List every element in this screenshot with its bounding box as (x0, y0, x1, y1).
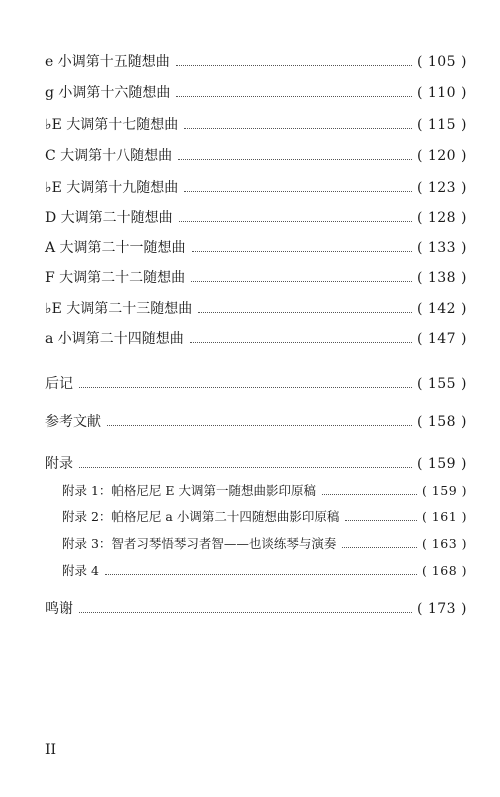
toc-subentry[interactable] (62, 479, 467, 501)
toc-entry-title: 附录 4 (62, 563, 99, 578)
dot-leader (79, 612, 412, 613)
dot-leader (179, 221, 412, 222)
toc-entry-page: ( 120 ) (416, 148, 467, 164)
toc-entry[interactable] (45, 206, 467, 228)
toc-entry-title: D 大调第二十随想曲 (45, 210, 173, 226)
dot-leader (79, 467, 412, 468)
toc-entry-page: ( 128 ) (416, 210, 467, 226)
toc-entry[interactable] (45, 176, 467, 198)
toc-entry-title: 鸣谢 (45, 601, 73, 617)
dot-leader (342, 547, 417, 548)
toc-subentry[interactable] (62, 532, 467, 554)
toc-entry-title: e 小调第十五随想曲 (45, 54, 170, 70)
toc-entry-title: ♭E 大调第十七随想曲 (45, 117, 179, 133)
toc-entry-page: ( 158 ) (416, 414, 467, 430)
toc-entry-title: a 小调第二十四随想曲 (45, 331, 184, 347)
toc-entry-page: ( 155 ) (416, 376, 467, 392)
toc-entry-acknowledgements[interactable] (45, 597, 467, 619)
toc-entry-title: A 大调第二十一随想曲 (45, 240, 186, 256)
toc-entry[interactable] (45, 113, 467, 135)
toc-entry[interactable] (45, 297, 467, 319)
toc-entry-title: ♭E 大调第二十三随想曲 (45, 301, 193, 317)
toc-entry-page: ( 105 ) (416, 54, 467, 70)
toc-entry[interactable] (45, 236, 467, 258)
toc-entry[interactable] (45, 81, 467, 103)
dot-leader (345, 520, 417, 521)
toc-subentry[interactable] (62, 559, 467, 581)
toc-entry-page: ( 133 ) (416, 240, 467, 256)
toc-entry-title: 附录 2：帕格尼尼 a 小调第二十四随想曲影印原稿 (62, 509, 340, 524)
dot-leader (184, 191, 412, 192)
dot-leader (176, 96, 412, 97)
toc-entry-page: ( 142 ) (416, 301, 467, 317)
toc-entry-page: ( 115 ) (416, 117, 467, 133)
dot-leader (79, 387, 412, 388)
dot-leader (178, 159, 412, 160)
dot-leader (184, 128, 412, 129)
toc-entry[interactable] (45, 144, 467, 166)
dot-leader (190, 342, 412, 343)
toc-entry-title: C 大调第十八随想曲 (45, 148, 173, 164)
toc-entry-references[interactable] (45, 410, 467, 432)
toc-entry-title: F 大调第二十二随想曲 (45, 270, 186, 286)
toc-entry-page: ( 161 ) (421, 509, 467, 524)
toc-entry-title: ♭E 大调第十九随想曲 (45, 180, 179, 196)
toc-entry-page: ( 168 ) (421, 563, 467, 578)
toc-entry-page: ( 123 ) (416, 180, 467, 196)
toc-entry-title: 参考文献 (45, 414, 101, 430)
dot-leader (192, 251, 412, 252)
toc-entry-page: ( 147 ) (416, 331, 467, 347)
dot-leader (198, 312, 412, 313)
toc-subentry[interactable] (62, 505, 467, 527)
toc-entry-title: 附录 3：智者习琴悟琴习者智——也谈练琴与演奏 (62, 536, 337, 551)
toc-entry-page: ( 163 ) (421, 536, 467, 551)
page-number: II (45, 742, 57, 758)
toc-entry-page: ( 159 ) (416, 456, 467, 472)
toc-entry-page: ( 159 ) (421, 483, 467, 498)
toc-entry[interactable] (45, 50, 467, 72)
dot-leader (176, 65, 412, 66)
toc-entry-appendix[interactable] (45, 452, 467, 474)
toc-entry-title: 附录 (45, 456, 73, 472)
toc-entry-afterword[interactable] (45, 372, 467, 394)
dot-leader (107, 425, 412, 426)
toc-entry-page: ( 138 ) (416, 270, 467, 286)
dot-leader (105, 574, 417, 575)
toc-entry-title: g 小调第十六随想曲 (45, 85, 171, 101)
toc-entry[interactable] (45, 266, 467, 288)
toc-entry-title: 后记 (45, 376, 73, 392)
toc-entry-page: ( 173 ) (416, 601, 467, 617)
dot-leader (322, 494, 417, 495)
dot-leader (191, 281, 412, 282)
toc-entry-title: 附录 1：帕格尼尼 E 大调第一随想曲影印原稿 (62, 483, 316, 498)
toc-entry[interactable] (45, 327, 467, 349)
toc-entry-page: ( 110 ) (416, 85, 467, 101)
